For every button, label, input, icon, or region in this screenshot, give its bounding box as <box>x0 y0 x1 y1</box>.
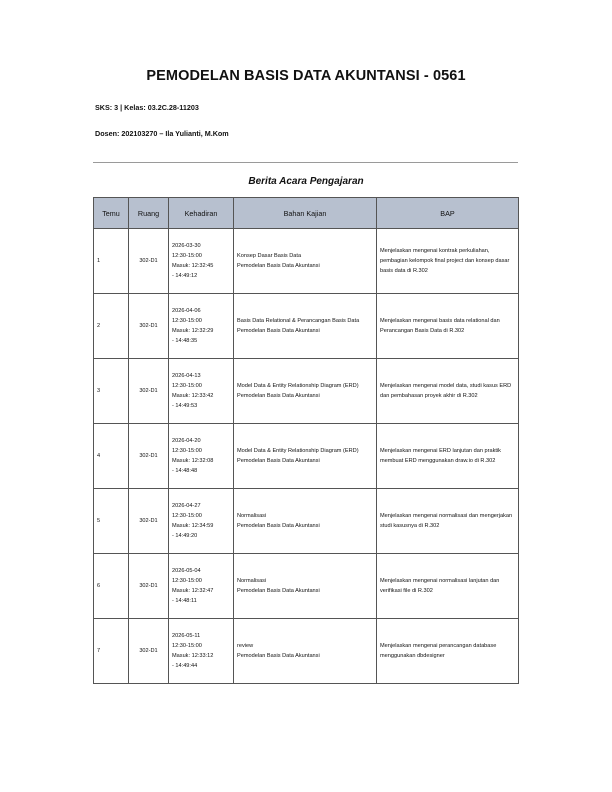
kehadiran-line: 2026-04-13 <box>172 373 201 379</box>
course-info: SKS: 3 | Kelas: 03.2C.28-11203 <box>95 103 199 112</box>
cell-kehadiran <box>169 359 234 424</box>
cell-bap: Menjelaskan mengenai kontrak perkuliahan, pembagian kelompok final project dan konsep dasar basis data di R.302 <box>377 229 519 294</box>
cell-temu: 6 <box>94 554 129 619</box>
kehadiran-line: Masuk: 12:32:08 <box>172 458 214 464</box>
kehadiran-line: - 14:48:35 <box>172 338 198 344</box>
bahan-line: Normalisasi <box>237 513 267 519</box>
bahan-line: Pemodelan Basis Data Akuntansi <box>237 458 320 464</box>
bahan-line: Pemodelan Basis Data Akuntansi <box>237 393 320 399</box>
column-header-bap: BAP <box>377 198 519 229</box>
divider <box>93 162 518 163</box>
table-row <box>94 554 519 619</box>
kehadiran-line: 12:30-15:00 <box>172 383 202 389</box>
table-row <box>94 424 519 489</box>
table-header-row <box>94 198 519 229</box>
bahan-line: Basis Data Relational & Perancangan Basis Data <box>237 318 360 324</box>
cell-bahan-kajian <box>234 424 377 489</box>
kehadiran-line: 2026-04-27 <box>172 503 201 509</box>
cell-bap: Menjelaskan mengenai normalisasi lanjutan dan verifikasi file di R.302 <box>377 554 519 619</box>
cell-kehadiran <box>169 489 234 554</box>
cell-bahan-kajian <box>234 489 377 554</box>
cell-kehadiran <box>169 294 234 359</box>
table-row <box>94 489 519 554</box>
table-row <box>94 619 519 684</box>
kehadiran-line: 12:30-15:00 <box>172 448 202 454</box>
cell-temu: 3 <box>94 359 129 424</box>
bahan-line: Pemodelan Basis Data Akuntansi <box>237 588 320 594</box>
kehadiran-line: - 14:49:53 <box>172 403 198 409</box>
kehadiran-line: - 14:49:12 <box>172 273 198 279</box>
bahan-line: Model Data & Entity Relationship Diagram (ERD) <box>237 383 359 389</box>
kehadiran-line: - 14:48:48 <box>172 468 198 474</box>
bahan-line: Pemodelan Basis Data Akuntansi <box>237 523 320 529</box>
bahan-line: Konsep Dasar Basis Data <box>237 253 302 259</box>
course-title: PEMODELAN BASIS DATA AKUNTANSI - 0561 <box>146 68 466 84</box>
kehadiran-line: Masuk: 12:33:12 <box>172 653 214 659</box>
kehadiran-line: - 14:49:20 <box>172 533 198 539</box>
table-row <box>94 359 519 424</box>
cell-temu: 2 <box>94 294 129 359</box>
column-header-temu: Temu <box>94 198 129 229</box>
cell-ruang: 302-D1 <box>129 294 169 359</box>
cell-kehadiran <box>169 229 234 294</box>
cell-kehadiran <box>169 424 234 489</box>
kehadiran-line: 12:30-15:00 <box>172 318 202 324</box>
bahan-line: Pemodelan Basis Data Akuntansi <box>237 653 320 659</box>
lecturer-info: Dosen: 202103270 – Ila Yulianti, M.Kom <box>95 129 229 138</box>
cell-bahan-kajian <box>234 229 377 294</box>
teaching-record-table <box>93 197 519 684</box>
cell-kehadiran <box>169 554 234 619</box>
bahan-line: Model Data & Entity Relationship Diagram (ERD) <box>237 448 359 454</box>
cell-ruang: 302-D1 <box>129 554 169 619</box>
cell-bahan-kajian <box>234 619 377 684</box>
table-row <box>94 294 519 359</box>
cell-bap: Menjelaskan mengenai perancangan database menggunakan dbdesigner <box>377 619 519 684</box>
kehadiran-line: 12:30-15:00 <box>172 643 202 649</box>
section-title: Berita Acara Pengajaran <box>248 176 364 187</box>
kehadiran-line: - 14:49:44 <box>172 663 198 669</box>
cell-ruang: 302-D1 <box>129 424 169 489</box>
column-header-ruang: Ruang <box>129 198 169 229</box>
kehadiran-line: 2026-05-04 <box>172 568 201 574</box>
cell-bahan-kajian <box>234 294 377 359</box>
cell-bahan-kajian <box>234 554 377 619</box>
kehadiran-line: 2026-03-30 <box>172 243 201 249</box>
table-row <box>94 229 519 294</box>
kehadiran-line: Masuk: 12:32:45 <box>172 263 214 269</box>
kehadiran-line: - 14:48:11 <box>172 598 197 604</box>
kehadiran-line: Masuk: 12:34:59 <box>172 523 214 529</box>
kehadiran-line: Masuk: 12:33:42 <box>172 393 214 399</box>
column-header-bahan-kajian: Bahan Kajian <box>234 198 377 229</box>
kehadiran-line: 12:30-15:00 <box>172 253 202 259</box>
kehadiran-line: 2026-04-20 <box>172 438 201 444</box>
cell-ruang: 302-D1 <box>129 619 169 684</box>
bahan-line: Normalisasi <box>237 578 267 584</box>
cell-ruang: 302-D1 <box>129 489 169 554</box>
kehadiran-line: 2026-05-11 <box>172 633 201 639</box>
cell-bap: Menjelaskan mengenai ERD lanjutan dan praktik membuat ERD menggunakan draw.io di R.302 <box>377 424 519 489</box>
cell-bahan-kajian <box>234 359 377 424</box>
cell-temu: 1 <box>94 229 129 294</box>
cell-ruang: 302-D1 <box>129 229 169 294</box>
cell-temu: 7 <box>94 619 129 684</box>
cell-bap: Menjelaskan mengenai normalisasi dan mengerjakan studi kasusnya di R.302 <box>377 489 519 554</box>
kehadiran-line: 12:30-15:00 <box>172 578 202 584</box>
cell-ruang: 302-D1 <box>129 359 169 424</box>
kehadiran-line: 2026-04-06 <box>172 308 201 314</box>
cell-bap: Menjelaskan mengenai model data, studi kasus ERD dan pembahasan proyek akhir di R.302 <box>377 359 519 424</box>
kehadiran-line: Masuk: 12:32:29 <box>172 328 214 334</box>
bahan-line: Pemodelan Basis Data Akuntansi <box>237 328 320 334</box>
column-header-kehadiran: Kehadiran <box>169 198 234 229</box>
cell-bap: Menjelaskan mengenai basis data relational dan Perancangan Basis Data di R.302 <box>377 294 519 359</box>
bahan-line: Pemodelan Basis Data Akuntansi <box>237 263 320 269</box>
kehadiran-line: Masuk: 12:32:47 <box>172 588 214 594</box>
cell-temu: 5 <box>94 489 129 554</box>
cell-kehadiran <box>169 619 234 684</box>
kehadiran-line: 12:30-15:00 <box>172 513 202 519</box>
cell-temu: 4 <box>94 424 129 489</box>
bahan-line: review <box>237 643 254 649</box>
